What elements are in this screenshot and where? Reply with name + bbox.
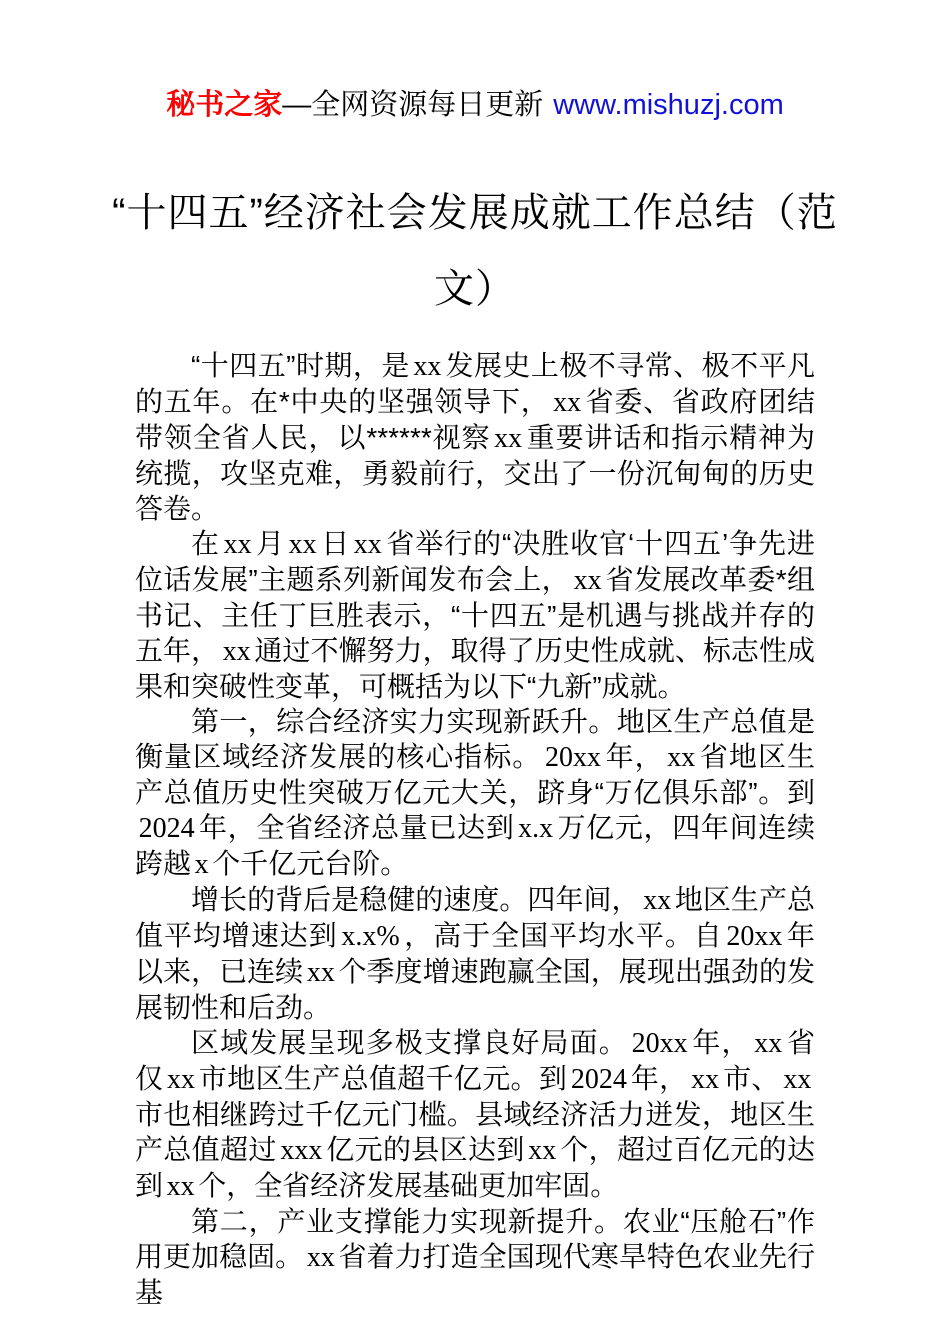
paragraph-6: 第二，产业支撑能力实现新提升。农业“压舱石”作用更加稳固。 xx 省着力打造全国现代寒旱特色农业先行基 <box>135 1206 815 1308</box>
brand-text: 秘书之家 <box>166 89 283 121</box>
document-title <box>0 175 950 327</box>
paragraph-5: 区域发展呈现多极支撑良好局面。 20xx 年， xx 省仅 xx 市地区生产总值超千亿元。到 2024 年， xx 市、 xx市也相继跨过千亿元门槛。县域经济活力迸发，地区生产总值超过 xxx 亿元的县区达到 xx 个，超过百亿元的达到 xx 个，全省经济发展基础更加牢固。 <box>135 1027 815 1202</box>
site-url-link[interactable]: www.mishuzj.com <box>553 89 784 121</box>
document-body <box>135 348 815 1310</box>
paragraph-3: 第一，综合经济实力实现新跃升。地区生产总值是衡量区域经济发展的核心指标。 20xx 年， xx 省地区生产总值历史性突破万亿元大关，跻身“万亿俱乐部”。到2024 年，全省经济总量已达到 x.x 万亿元，四年间连续跨越 x 个千亿元台阶。 <box>135 706 815 880</box>
paragraph-2: 在 xx 月 xx 日 xx 省举行的“决胜收官‘十四五’争先进位话发展”主题系列新闻发布会上， xx 省发展改革委*组书记、主任丁巨胜表示，“十四五”是机遇与挑战并存的五年， xx 通过不懈努力，取得了历史性成就、标志性成果和突破性变革，可概括为以下“九新”成就。 <box>135 528 816 702</box>
title-line-2: 文） <box>434 267 516 311</box>
site-header <box>0 0 950 122</box>
separator-dash: — <box>282 89 312 121</box>
tagline-text: 全网资源每日更新 <box>311 89 544 121</box>
paragraph-4: 增长的背后是稳健的速度。四年间， xx 地区生产总值平均增速达到 x.x% ，高于全国平均水平。自 20xx 年以来，已连续 xx 个季度增速跑赢全国，展现出强劲的发展韧性和后劲。 <box>135 884 815 1023</box>
paragraph-1: “十四五”时期，是 xx 发展史上极不寻常、极不平凡的五年。在*中央的坚强领导下， xx 省委、省政府团结带领全省人民，以******视察 xx 重要讲话和指示精神为统揽，攻坚克难，勇毅前行，交出了一份沉甸甸的历史答卷。 <box>135 350 815 524</box>
title-line-1: “十四五”经济社会发展成就工作总结（范 <box>112 191 838 235</box>
